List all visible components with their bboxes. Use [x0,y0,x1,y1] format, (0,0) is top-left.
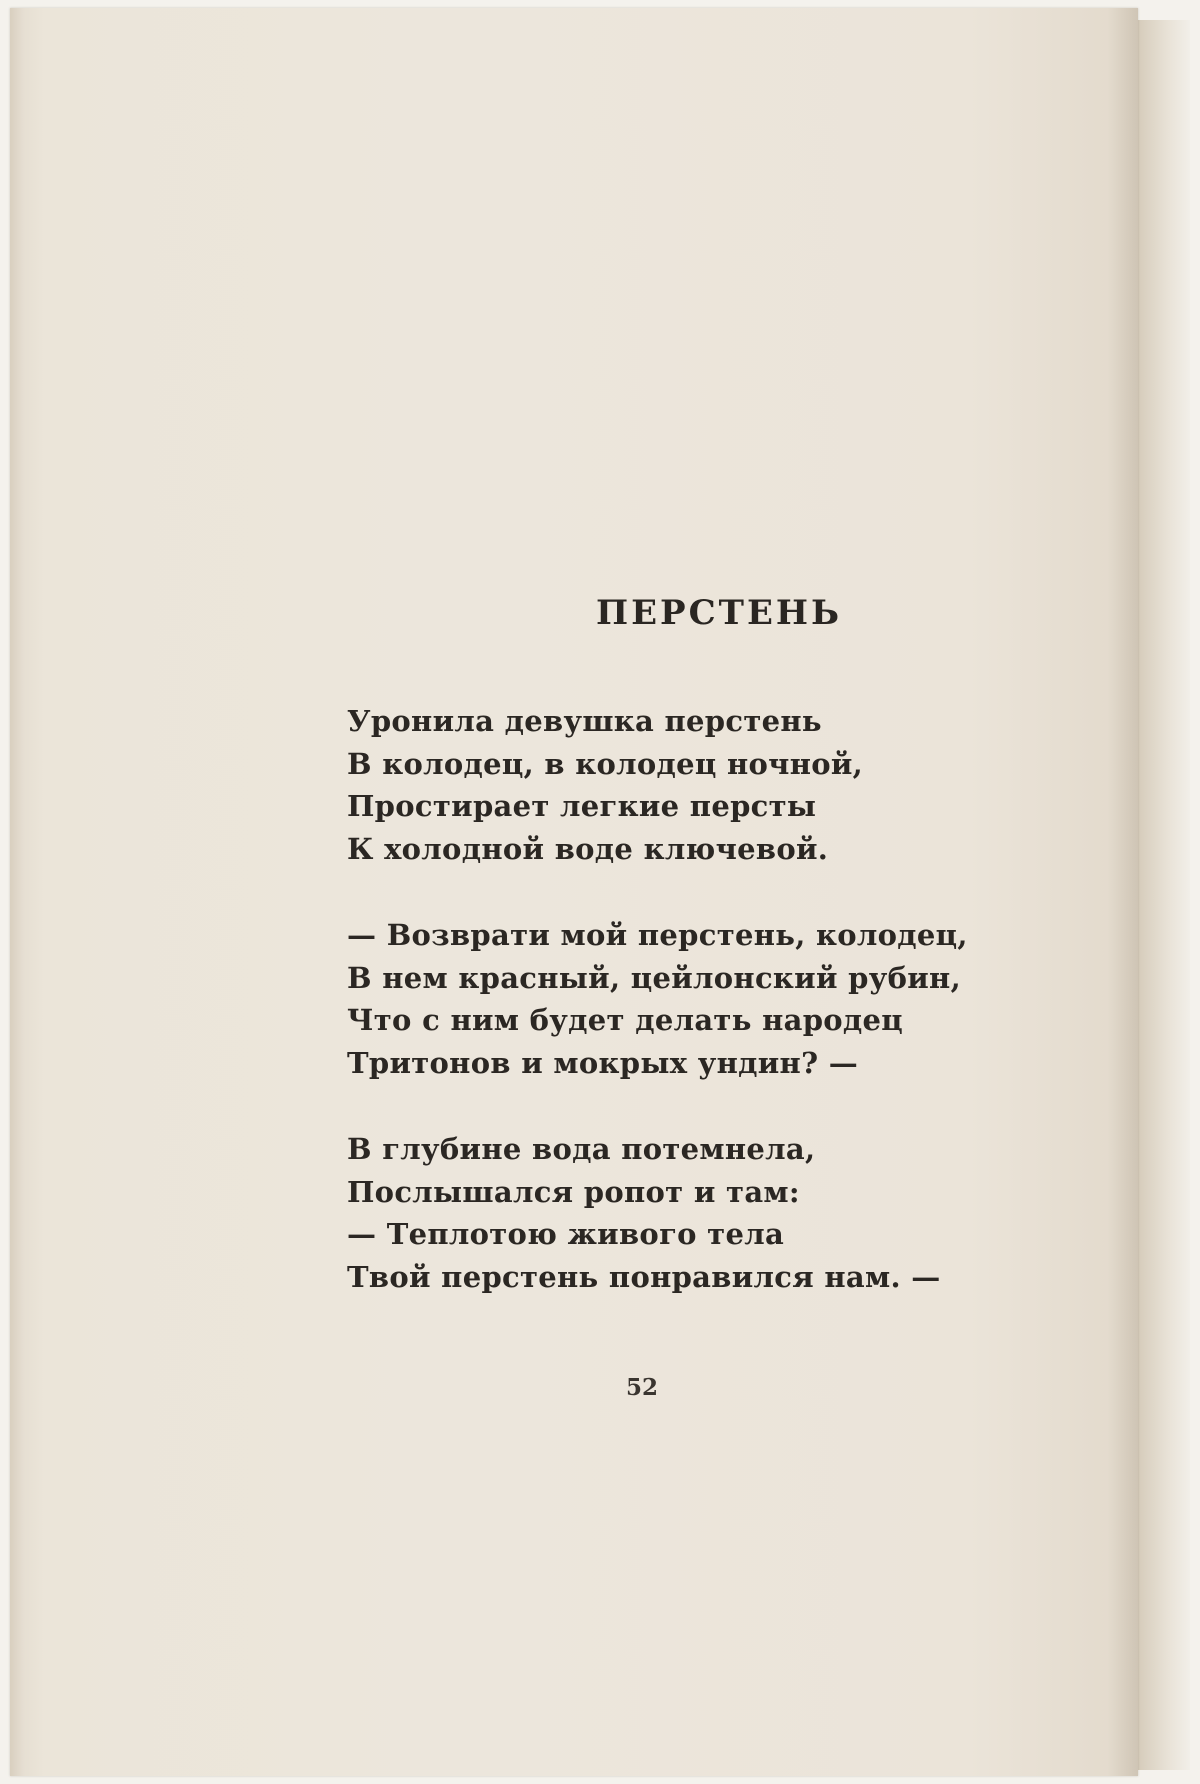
poem-title: ПЕРСТЕНЬ [596,593,843,633]
poem-line: Что с ним будет делать народец [347,1003,904,1037]
poem-body [347,700,1027,1342]
poem-line: Твой перстень понравился нам. — [347,1259,941,1294]
poem-line: В колодец, в колодец ночной, [347,746,864,781]
poem-line: Уронила девушка перстень [347,704,822,738]
stanza-2 [347,914,1027,1084]
poem-line: — Возврати мой перстень, колодец, [347,918,968,952]
poem-line: Послышался ропот и там: [347,1174,800,1209]
stanza-3 [347,1128,1027,1298]
spine-shadow [1108,8,1138,1776]
adjacent-page-edge [1138,20,1190,1770]
page-left-edge [10,8,24,1776]
poem-line: — Теплотою живого тела [347,1217,785,1251]
poem-line: Простирает легкие персты [347,789,817,823]
page-number: 52 [626,1374,659,1401]
poem-line: В глубине вода потемнела, [347,1132,816,1166]
poem-line: В нем красный, цейлонский рубин, [347,960,961,995]
poem-line: К холодной воде ключевой. [347,831,829,866]
stanza-1 [347,700,1027,870]
poem-line: Тритонов и мокрых ундин? — [347,1045,859,1080]
